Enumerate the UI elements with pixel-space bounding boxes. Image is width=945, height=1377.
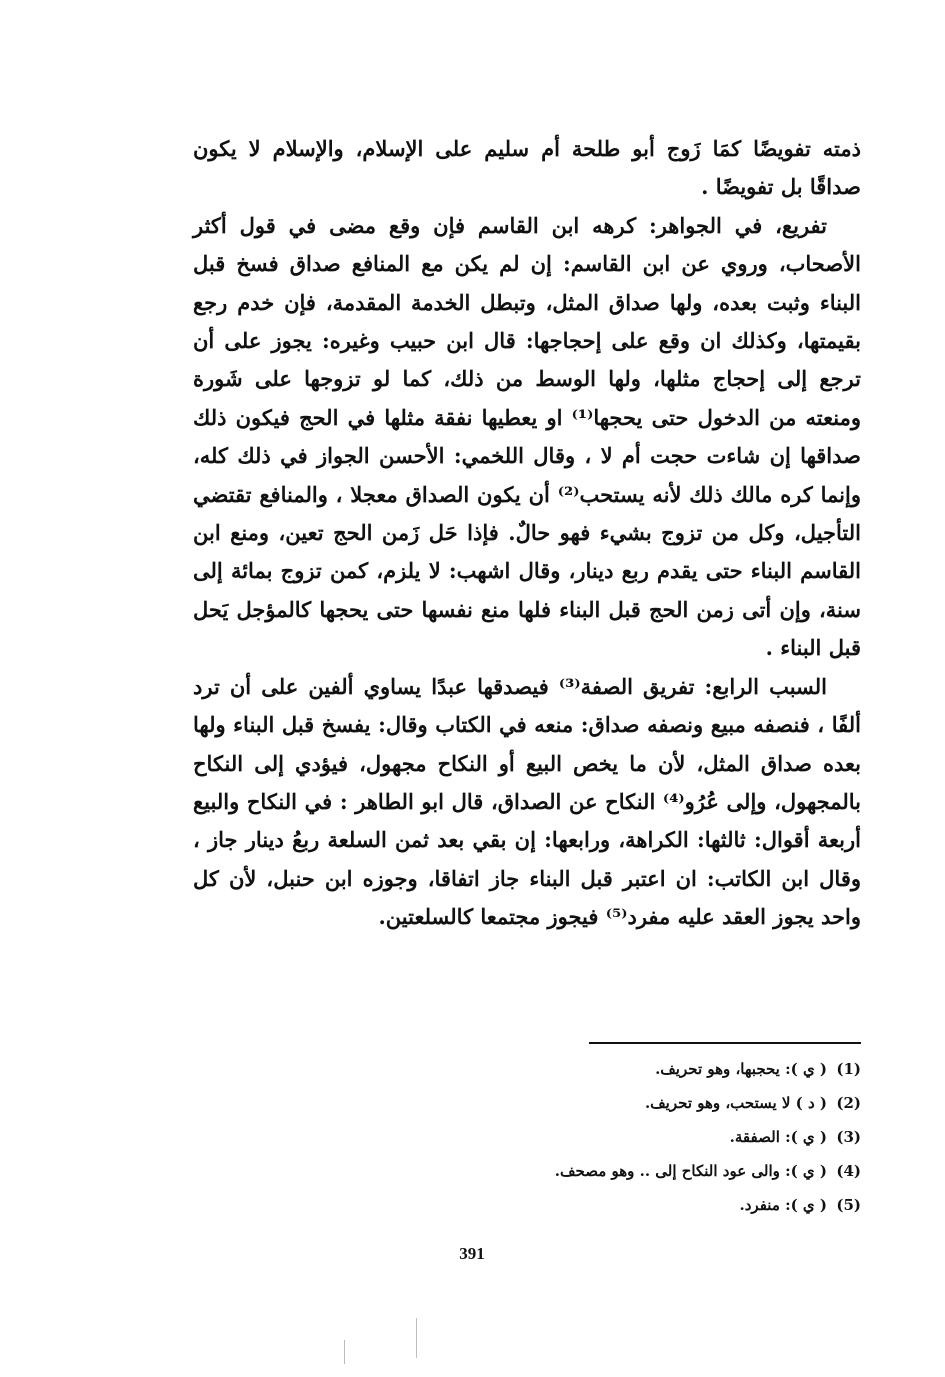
footnote-4 <box>381 1154 861 1188</box>
footnote-1 <box>381 1052 861 1086</box>
scan-artifact-line <box>344 1340 345 1364</box>
paragraph-1 <box>193 130 861 207</box>
footnote-5-text: ( ي ): منفرد. <box>739 1196 827 1214</box>
main-text-block <box>193 130 861 937</box>
footnote-3-text: ( ي ): الصفقة. <box>729 1128 827 1146</box>
paragraph-3-text: فيصدقها عبدًا يساوي ألفين على أن ترد ألفًا ، فنصفه مبيع ونصفه صداق: منعه في الكتاب وقال: يفسخ قبل البناء ولها بعده صداق المثل، لأن ما يخص البيع أو النكاح مجهول، فيؤدي إلى النكاح بالمجهول، وإلى عُرُو⁽⁴⁾ النكاح عن الصداق، قال ابو الطاهر : في النكاح والبيع أربعة أقوال: ثالثها: الكراهة، ورابعها: إن بقي بعد ثمن السلعة ربعُ دينار جاز ، وقال ابن الكاتب: ان اعتبر قبل البناء جاز اتفاقا، وجوزه ابن حنبل، لأن كل واحد يجوز العقد عليه مفرد⁽⁵⁾ فيجوز مجتمعا كالسلعتين. <box>193 673 861 930</box>
footnote-1-text: ( ي ): يحجبها، وهو تحريف. <box>655 1060 827 1078</box>
footnote-2 <box>381 1086 861 1120</box>
footnote-4-number: (4) <box>836 1162 861 1180</box>
footnote-3-number: (3) <box>836 1128 861 1146</box>
footnote-4-text: ( ي ): والى عود النكاح إلى .. وهو مصحف. <box>554 1162 827 1180</box>
paragraph-2-lead: تفريع، في الجواهر: <box>648 212 827 238</box>
footnote-5 <box>381 1188 861 1222</box>
paragraph-2 <box>193 207 861 668</box>
scan-artifact-line <box>416 1318 417 1358</box>
footnote-2-text: ( د ) لا يستحب، وهو تحريف. <box>644 1094 827 1112</box>
footnote-divider <box>589 1042 861 1044</box>
paragraph-3-lead: السبب الرابع: تفريق الصفة⁽³⁾ <box>558 673 827 699</box>
paragraph-1-text: ذمته تفويضًا كمَا زَوج أبو طلحة أم سليم على الإسلام، والإسلام لا يكون صداقًا بل تفويضًا . <box>193 136 861 200</box>
footnote-5-number: (5) <box>836 1196 861 1214</box>
paragraph-2-text: كرهه ابن القاسم فإن وقع مضى في قول أكثر الأصحاب، وروي عن ابن القاسم: إن لم يكن مع المنافع صداق فسخ قبل البناء وثبت بعده، ولها صداق المثل، وتبطل الخدمة المقدمة، فإن خدم رجع بقيمتها، وكذلك ان وقع على إحجاجها: قال ابن حبيب وغيره: يجوز على أن ترجع إلى إحجاج مثلها، ولها الوسط من ذلك، كما لو تزوجها على شَورة ومنعته من الدخول حتى يحجها⁽¹⁾ او يعطيها نفقة مثلها في الحج فيكون ذلك صداقها إن شاءت حجت أم لا ، وقال اللخمي: الأحسن الجواز في ذلك كله، وإنما كره مالك ذلك لأنه يستحب⁽²⁾ أن يكون الصداق معجلا ، والمنافع تقتضي التأجيل، وكل من تزوج بشيء فهو حالٌ. فإذا حَل زَمن الحج تعين، ومنع ابن القاسم البناء حتى يقدم ربع دينار، وقال اشهب: لا يلزم، كمن تزوج بمائة إلى سنة، وإن أتى زمن الحج قبل البناء فلها منع نفسها حتى يحجها كالمؤجل يَحل قبل البناء . <box>193 212 861 661</box>
footnote-3 <box>381 1120 861 1154</box>
footnote-2-number: (2) <box>836 1094 861 1112</box>
footnote-1-number: (1) <box>836 1060 861 1078</box>
page-number: 391 <box>459 1244 485 1263</box>
paragraph-3 <box>193 668 861 937</box>
footnotes-list <box>381 1052 861 1222</box>
